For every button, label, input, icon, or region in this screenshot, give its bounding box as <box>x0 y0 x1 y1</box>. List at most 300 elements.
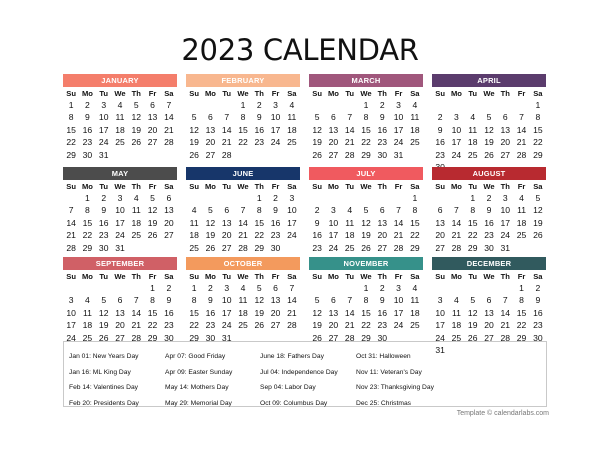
holiday-column-1 <box>69 349 139 411</box>
month-day-grid <box>309 271 423 344</box>
day-cell: 1 <box>470 193 476 203</box>
month-header: SEPTEMBER <box>63 257 177 270</box>
day-cell: 24 <box>435 332 445 343</box>
day-cell: 14 <box>164 112 174 123</box>
day-cell: 5 <box>101 295 107 306</box>
day-cell: 25 <box>82 332 93 343</box>
day-cell: 9 <box>273 205 278 216</box>
weekday-label: Th <box>500 182 510 191</box>
day-cell: 15 <box>467 217 478 228</box>
day-cell: 2 <box>437 112 443 123</box>
month-header: JULY <box>309 167 423 180</box>
month-header: JUNE <box>186 167 300 180</box>
day-cell: 14 <box>238 217 248 228</box>
day-cell: 15 <box>361 124 371 135</box>
holiday-item: Feb 14: Valentines Day <box>69 384 139 392</box>
weekday-label: Su <box>189 272 199 281</box>
month-september <box>63 257 177 344</box>
day-cell: 16 <box>312 230 322 241</box>
weekday-label: Su <box>312 272 322 281</box>
blank-cell <box>309 99 325 111</box>
day-cell: 1 <box>240 100 246 110</box>
weekday-label: Sa <box>533 89 543 98</box>
month-november <box>309 257 423 344</box>
day-cell: 22 <box>361 137 371 148</box>
month-day-grid <box>186 181 300 254</box>
blank-cell <box>497 99 513 111</box>
holiday-item: Feb 20: Presidents Day <box>69 399 139 407</box>
weekday-label: Fr <box>148 272 157 281</box>
weekday-label: Tu <box>345 272 355 281</box>
weekday-label: Fr <box>394 182 403 191</box>
day-cell: 6 <box>502 112 508 123</box>
day-cell: 25 <box>344 242 355 253</box>
day-cell: 30 <box>377 332 388 343</box>
day-cell: 18 <box>238 307 248 318</box>
day-cell: 8 <box>363 295 369 306</box>
weekday-label: Mo <box>81 182 93 191</box>
day-cell: 30 <box>377 149 388 160</box>
day-cell: 1 <box>363 283 369 293</box>
day-cell: 11 <box>82 307 92 318</box>
day-cell: 12 <box>312 124 322 135</box>
day-cell: 27 <box>221 242 232 253</box>
day-cell: 5 <box>314 112 320 123</box>
day-cell: 16 <box>82 124 93 135</box>
day-cell: 23 <box>312 242 322 253</box>
day-cell: 22 <box>189 320 199 331</box>
month-day-grid <box>63 271 177 344</box>
blank-cell <box>63 282 79 294</box>
day-cell: 20 <box>435 230 445 241</box>
day-cell: 8 <box>470 205 476 216</box>
weekday-label: Fr <box>148 182 157 191</box>
weekday-label: We <box>360 272 372 281</box>
day-cell: 13 <box>328 124 339 135</box>
day-cell: 9 <box>379 112 385 123</box>
blank-cell <box>186 192 202 204</box>
month-header: NOVEMBER <box>309 257 423 270</box>
day-cell: 20 <box>270 307 281 318</box>
month-day-grid <box>432 88 546 173</box>
day-cell: 2 <box>101 193 107 203</box>
day-cell: 26 <box>189 149 199 160</box>
day-cell: 23 <box>205 320 216 331</box>
day-cell: 25 <box>467 149 478 160</box>
weekday-label: Tu <box>222 272 232 281</box>
day-cell: 12 <box>147 205 158 216</box>
day-cell: 28 <box>393 242 404 253</box>
weekday-label: Mo <box>327 89 339 98</box>
day-cell: 2 <box>256 100 262 110</box>
day-cell: 4 <box>454 295 459 306</box>
day-cell: 3 <box>101 100 107 110</box>
day-cell: 11 <box>131 205 141 216</box>
day-cell: 2 <box>379 100 385 110</box>
day-cell: 16 <box>377 124 388 135</box>
day-cell: 27 <box>270 320 281 331</box>
day-cell: 13 <box>164 205 174 216</box>
day-cell: 19 <box>361 230 371 241</box>
day-cell: 21 <box>238 230 248 241</box>
day-cell: 5 <box>150 193 155 203</box>
day-cell: 14 <box>66 217 76 228</box>
weekday-label: We <box>483 272 495 281</box>
day-cell: 7 <box>133 295 139 306</box>
blank-cell <box>513 99 529 111</box>
day-cell: 21 <box>500 320 511 331</box>
day-cell: 22 <box>361 320 371 331</box>
day-cell: 16 <box>98 217 109 228</box>
day-cell: 9 <box>256 112 262 123</box>
day-cell: 28 <box>238 242 248 253</box>
blank-cell <box>202 99 218 111</box>
weekday-label: Su <box>435 182 445 191</box>
day-cell: 25 <box>238 320 248 331</box>
day-cell: 16 <box>164 307 174 318</box>
day-cell: 26 <box>467 332 478 343</box>
day-cell: 11 <box>345 217 355 228</box>
month-august <box>432 167 546 254</box>
day-cell: 21 <box>344 320 355 331</box>
weekday-label: Th <box>500 272 510 281</box>
holiday-item: Sep 04: Labor Day <box>260 384 316 392</box>
day-cell: 21 <box>516 137 527 148</box>
month-march <box>309 74 423 161</box>
day-cell: 18 <box>516 217 527 228</box>
day-cell: 5 <box>133 100 139 110</box>
day-cell: 10 <box>98 112 109 123</box>
holiday-item: Apr 07: Good Friday <box>165 353 226 360</box>
day-cell: 29 <box>361 332 371 343</box>
day-cell: 20 <box>500 137 511 148</box>
weekday-label: Tu <box>222 182 232 191</box>
holiday-item: May 14: Mothers Day <box>165 384 229 392</box>
weekday-label: Fr <box>394 272 403 281</box>
blank-cell <box>342 99 358 111</box>
day-cell: 14 <box>516 124 527 135</box>
day-cell: 28 <box>451 242 462 253</box>
day-cell: 13 <box>377 217 388 228</box>
day-cell: 15 <box>254 217 265 228</box>
month-october <box>186 257 300 344</box>
weekday-label: Mo <box>450 89 462 98</box>
day-cell: 18 <box>287 124 297 135</box>
day-cell: 24 <box>328 242 339 253</box>
page-title: 2023 CALENDAR <box>181 33 419 67</box>
day-cell: 13 <box>221 217 232 228</box>
weekday-label: Fr <box>394 89 403 98</box>
month-july <box>309 167 423 266</box>
day-cell: 3 <box>224 283 230 293</box>
day-cell: 17 <box>98 124 109 135</box>
day-cell: 8 <box>85 205 90 216</box>
day-cell: 14 <box>131 307 142 318</box>
day-cell: 7 <box>396 205 401 216</box>
day-cell: 10 <box>393 295 404 306</box>
weekday-label: Tu <box>345 182 355 191</box>
day-cell: 8 <box>519 295 524 306</box>
day-cell: 3 <box>502 193 508 203</box>
day-cell: 5 <box>470 295 476 306</box>
day-cell: 12 <box>254 295 265 306</box>
day-cell: 25 <box>410 320 420 331</box>
weekday-label: Tu <box>99 272 109 281</box>
day-cell: 13 <box>205 124 216 135</box>
blank-cell <box>219 192 235 204</box>
day-cell: 18 <box>189 230 199 241</box>
day-cell: 10 <box>500 205 511 216</box>
day-cell: 26 <box>205 242 216 253</box>
month-header: MAY <box>63 167 177 180</box>
day-cell: 1 <box>68 100 74 110</box>
blank-cell <box>63 192 79 204</box>
day-cell: 26 <box>484 149 494 160</box>
weekday-label: Fr <box>271 272 280 281</box>
day-cell: 15 <box>516 307 527 318</box>
day-cell: 22 <box>66 137 76 148</box>
day-cell: 19 <box>312 137 322 148</box>
holiday-item: June 18: Fathers Day <box>260 353 324 360</box>
day-cell: 17 <box>500 217 511 228</box>
day-cell: 7 <box>519 112 524 123</box>
day-cell: 4 <box>470 112 476 123</box>
day-cell: 28 <box>344 149 355 160</box>
holiday-item: May 29: Memorial Day <box>165 399 232 407</box>
weekday-label: Sa <box>287 182 297 191</box>
blank-cell <box>432 282 448 294</box>
blank-cell <box>465 282 481 294</box>
day-cell: 18 <box>410 307 420 318</box>
day-cell: 10 <box>66 307 76 318</box>
day-cell: 1 <box>191 283 197 293</box>
day-cell: 7 <box>224 112 230 123</box>
day-cell: 28 <box>131 332 142 343</box>
month-april <box>432 74 546 173</box>
day-cell: 28 <box>287 320 297 331</box>
day-cell: 29 <box>66 149 76 160</box>
day-cell: 6 <box>273 283 278 293</box>
day-cell: 25 <box>131 230 142 241</box>
day-cell: 4 <box>412 283 418 293</box>
day-cell: 30 <box>533 332 543 343</box>
weekday-label: Mo <box>450 182 462 191</box>
weekday-label: Sa <box>533 272 543 281</box>
blank-cell <box>358 192 374 204</box>
day-cell: 13 <box>500 124 511 135</box>
month-header: DECEMBER <box>432 257 546 270</box>
day-cell: 3 <box>117 193 123 203</box>
day-cell: 3 <box>273 100 278 110</box>
day-cell: 30 <box>164 332 174 343</box>
day-cell: 16 <box>205 307 216 318</box>
day-cell: 23 <box>377 137 388 148</box>
blank-cell <box>374 192 390 204</box>
day-cell: 15 <box>533 124 543 135</box>
month-day-grid <box>186 271 300 344</box>
weekday-label: Su <box>189 89 199 98</box>
holiday-item: Nov 23: Thanksgiving Day <box>356 384 434 392</box>
weekday-label: Th <box>131 272 141 281</box>
month-day-grid <box>432 181 546 254</box>
day-cell: 21 <box>287 307 297 318</box>
blank-cell <box>309 192 325 204</box>
day-cell: 14 <box>344 307 355 318</box>
day-cell: 30 <box>82 149 93 160</box>
day-cell: 17 <box>66 320 76 331</box>
day-cell: 6 <box>379 205 385 216</box>
day-cell: 14 <box>500 307 511 318</box>
day-cell: 14 <box>344 124 355 135</box>
day-cell: 22 <box>533 137 543 148</box>
day-cell: 27 <box>484 332 494 343</box>
day-cell: 26 <box>312 149 322 160</box>
day-cell: 4 <box>240 283 246 293</box>
weekday-label: Tu <box>468 272 478 281</box>
day-cell: 10 <box>270 112 281 123</box>
weekday-label: Th <box>377 272 387 281</box>
day-cell: 18 <box>131 217 142 228</box>
day-cell: 22 <box>254 230 265 241</box>
day-cell: 2 <box>166 283 172 293</box>
day-cell: 23 <box>98 230 109 241</box>
day-cell: 30 <box>98 242 109 253</box>
month-day-grid <box>309 88 423 161</box>
weekday-label: Fr <box>271 182 280 191</box>
footer-credit: Template © calendarlabs.com <box>456 410 549 417</box>
weekday-label: Sa <box>164 182 174 191</box>
holidays-box <box>63 341 547 407</box>
day-cell: 24 <box>393 320 404 331</box>
day-cell: 10 <box>393 112 404 123</box>
weekday-label: Fr <box>517 182 526 191</box>
day-cell: 11 <box>287 112 297 123</box>
day-cell: 23 <box>377 320 388 331</box>
day-cell: 10 <box>221 295 232 306</box>
blank-cell <box>96 282 112 294</box>
holiday-item: Jan 01: New Years Day <box>69 353 139 360</box>
day-cell: 12 <box>205 217 216 228</box>
weekday-label: Su <box>312 89 322 98</box>
weekday-label: Su <box>435 272 445 281</box>
day-cell: 1 <box>256 193 262 203</box>
weekday-label: Tu <box>99 89 109 98</box>
day-cell: 1 <box>519 283 524 293</box>
day-cell: 25 <box>115 137 125 148</box>
day-cell: 6 <box>331 112 336 123</box>
day-cell: 9 <box>208 295 213 306</box>
day-cell: 16 <box>435 137 445 148</box>
day-cell: 4 <box>191 205 197 216</box>
day-cell: 27 <box>500 149 511 160</box>
month-header: AUGUST <box>432 167 546 180</box>
weekday-label: Sa <box>410 89 420 98</box>
blank-cell <box>112 282 128 294</box>
day-cell: 14 <box>221 124 232 135</box>
blank-cell <box>235 192 251 204</box>
day-cell: 2 <box>379 283 385 293</box>
day-cell: 11 <box>517 205 527 216</box>
day-cell: 29 <box>147 332 158 343</box>
blank-cell <box>497 282 513 294</box>
day-cell: 26 <box>361 242 371 253</box>
day-cell: 24 <box>393 137 404 148</box>
day-cell: 5 <box>256 283 262 293</box>
day-cell: 6 <box>331 295 336 306</box>
day-cell: 2 <box>273 193 278 203</box>
weekday-label: Th <box>254 272 264 281</box>
day-cell: 23 <box>164 320 174 331</box>
day-cell: 27 <box>205 149 216 160</box>
day-cell: 12 <box>484 124 494 135</box>
day-cell: 13 <box>484 307 494 318</box>
day-cell: 26 <box>254 320 265 331</box>
holiday-column-4 <box>356 349 434 411</box>
day-cell: 24 <box>98 137 109 148</box>
day-cell: 21 <box>393 230 404 241</box>
weekday-label: Su <box>66 182 76 191</box>
day-cell: 7 <box>68 205 74 216</box>
blank-cell <box>202 192 218 204</box>
day-cell: 24 <box>270 137 281 148</box>
day-cell: 26 <box>131 137 142 148</box>
weekday-label: Su <box>66 272 76 281</box>
day-cell: 2 <box>486 193 492 203</box>
day-cell: 17 <box>287 217 297 228</box>
day-cell: 12 <box>98 307 109 318</box>
weekday-label: We <box>360 182 372 191</box>
holiday-item: Jul 04: Independence Day <box>260 368 338 376</box>
day-cell: 15 <box>189 307 199 318</box>
day-cell: 5 <box>535 193 541 203</box>
day-cell: 16 <box>377 307 388 318</box>
day-cell: 4 <box>117 100 123 110</box>
day-cell: 4 <box>412 100 418 110</box>
day-cell: 5 <box>314 295 320 306</box>
day-cell: 19 <box>205 230 216 241</box>
weekday-label: Su <box>312 182 322 191</box>
day-cell: 3 <box>396 283 401 293</box>
weekday-label: Tu <box>468 89 478 98</box>
day-cell: 1 <box>85 193 90 203</box>
day-cell: 9 <box>486 205 492 216</box>
month-day-grid <box>63 181 177 254</box>
day-cell: 25 <box>516 230 527 241</box>
day-cell: 31 <box>221 332 232 343</box>
day-cell: 15 <box>238 124 248 135</box>
day-cell: 9 <box>314 217 320 228</box>
day-cell: 18 <box>467 137 478 148</box>
day-cell: 9 <box>535 295 541 306</box>
day-cell: 28 <box>500 332 511 343</box>
day-cell: 23 <box>435 149 445 160</box>
day-cell: 8 <box>412 205 418 216</box>
blank-cell <box>325 99 341 111</box>
blank-cell <box>309 282 325 294</box>
day-cell: 28 <box>516 149 527 160</box>
day-cell: 9 <box>379 295 385 306</box>
day-cell: 19 <box>147 217 158 228</box>
day-cell: 3 <box>454 112 459 123</box>
day-cell: 3 <box>331 205 336 216</box>
day-cell: 18 <box>115 124 125 135</box>
weekday-label: Mo <box>450 272 462 281</box>
day-cell: 7 <box>289 283 295 293</box>
day-cell: 30 <box>484 242 494 253</box>
day-cell: 8 <box>150 295 155 306</box>
blank-cell <box>465 99 481 111</box>
day-cell: 22 <box>410 230 420 241</box>
